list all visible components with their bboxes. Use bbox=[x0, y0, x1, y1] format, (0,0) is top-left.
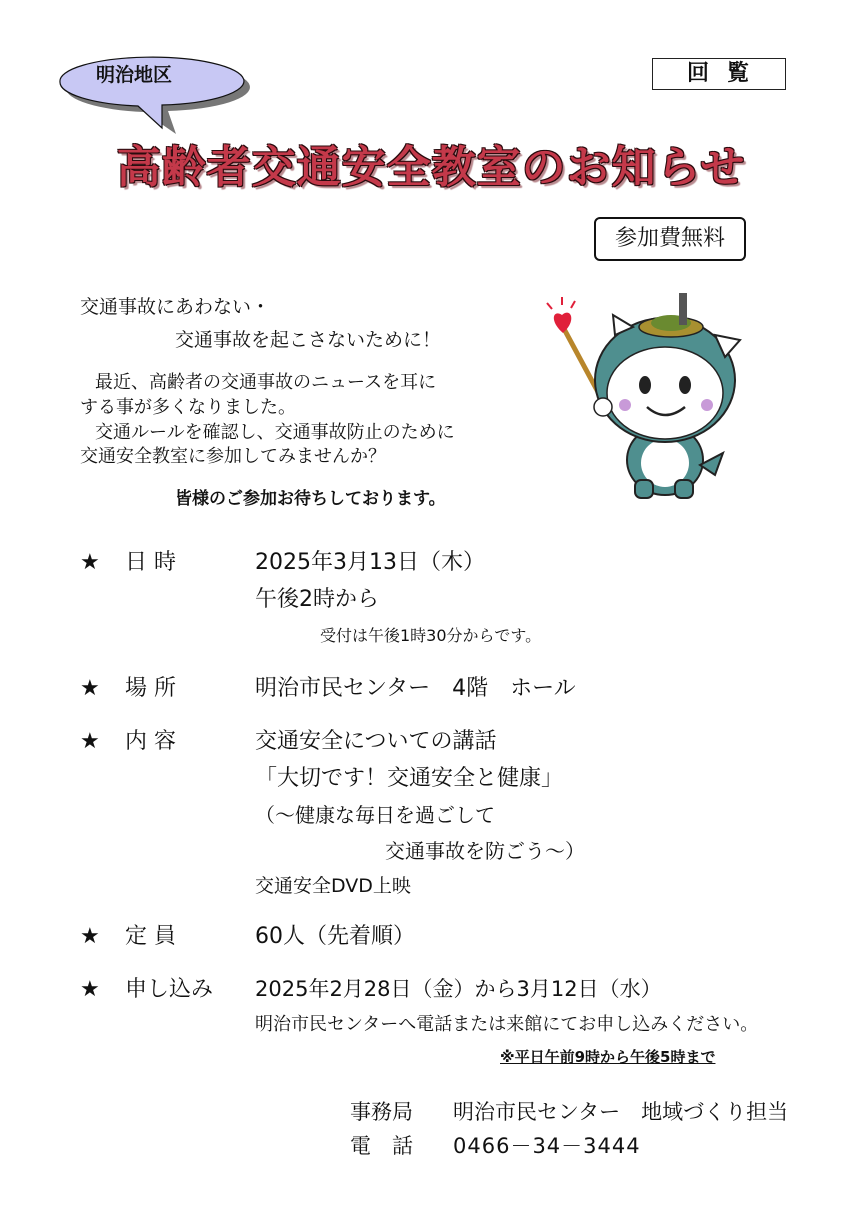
star-bullet-icon: ★ bbox=[80, 729, 100, 754]
intro-paragraph-line: する事が多くなりました。 bbox=[80, 397, 296, 418]
application-label: 申し込み bbox=[125, 977, 214, 1002]
free-fee-badge: 参加費無料 bbox=[594, 217, 746, 261]
intro-paragraph-line: 交通安全教室に参加してみませんか？ bbox=[80, 446, 386, 467]
star-bullet-icon: ★ bbox=[80, 924, 100, 949]
page-title: 高齢者交通安全教室のお知らせ bbox=[116, 142, 746, 193]
content-line: 交通安全についての講話 bbox=[255, 729, 497, 754]
capacity-value: 60人（先着順） bbox=[255, 924, 415, 949]
application-hours: ※平日午前9時から午後5時まで bbox=[500, 1048, 716, 1066]
content-line: 交通安全DVD上映 bbox=[255, 875, 411, 897]
reception-note: 受付は午後1時30分からです。 bbox=[320, 626, 542, 645]
mascot-illustration bbox=[535, 285, 750, 505]
office-value: 明治市民センター 地域づくり担当 bbox=[453, 1100, 789, 1124]
phone-number: 0466－34－3444 bbox=[453, 1134, 641, 1158]
star-bullet-icon: ★ bbox=[80, 977, 100, 1002]
star-bullet-icon: ★ bbox=[80, 550, 100, 575]
place-label: 場 所 bbox=[125, 676, 176, 701]
star-bullet-icon: ★ bbox=[80, 676, 100, 701]
office-label: 事務局 bbox=[350, 1100, 413, 1124]
place-value: 明治市民センター 4階 ホール bbox=[255, 676, 576, 701]
datetime-label: 日 時 bbox=[125, 550, 176, 575]
capacity-label: 定 員 bbox=[125, 924, 176, 949]
event-date: 2025年3月13日（木） bbox=[255, 550, 485, 575]
intro-paragraph-line: 交通ルールを確認し、交通事故防止のために bbox=[95, 422, 455, 443]
content-line: 「大切です！交通安全と健康」 bbox=[255, 766, 564, 791]
speech-bubble bbox=[40, 48, 260, 138]
intro-paragraph-line: 最近、高齢者の交通事故のニュースを耳に bbox=[95, 372, 437, 393]
content-label: 内 容 bbox=[125, 729, 176, 754]
event-time: 午後2時から bbox=[255, 587, 379, 612]
application-period: 2025年2月28日（金）から3月12日（水） bbox=[255, 977, 662, 1001]
application-method: 明治市民センターへ電話または来館にてお申し込みください。 bbox=[255, 1014, 759, 1035]
content-line: 交通事故を防ごう～） bbox=[385, 839, 585, 863]
phone-label: 電 話 bbox=[350, 1134, 413, 1158]
circulation-box: 回覧 bbox=[652, 58, 786, 90]
content-line: （～健康な毎日を過ごして bbox=[255, 803, 495, 827]
intro-line-1: 交通事故にあわない・ bbox=[80, 296, 271, 318]
district-label: 明治地区 bbox=[96, 64, 173, 86]
intro-line-2: 交通事故を起こさないために！ bbox=[175, 329, 442, 351]
closing-message: 皆様のご参加お待ちしております。 bbox=[175, 489, 446, 509]
